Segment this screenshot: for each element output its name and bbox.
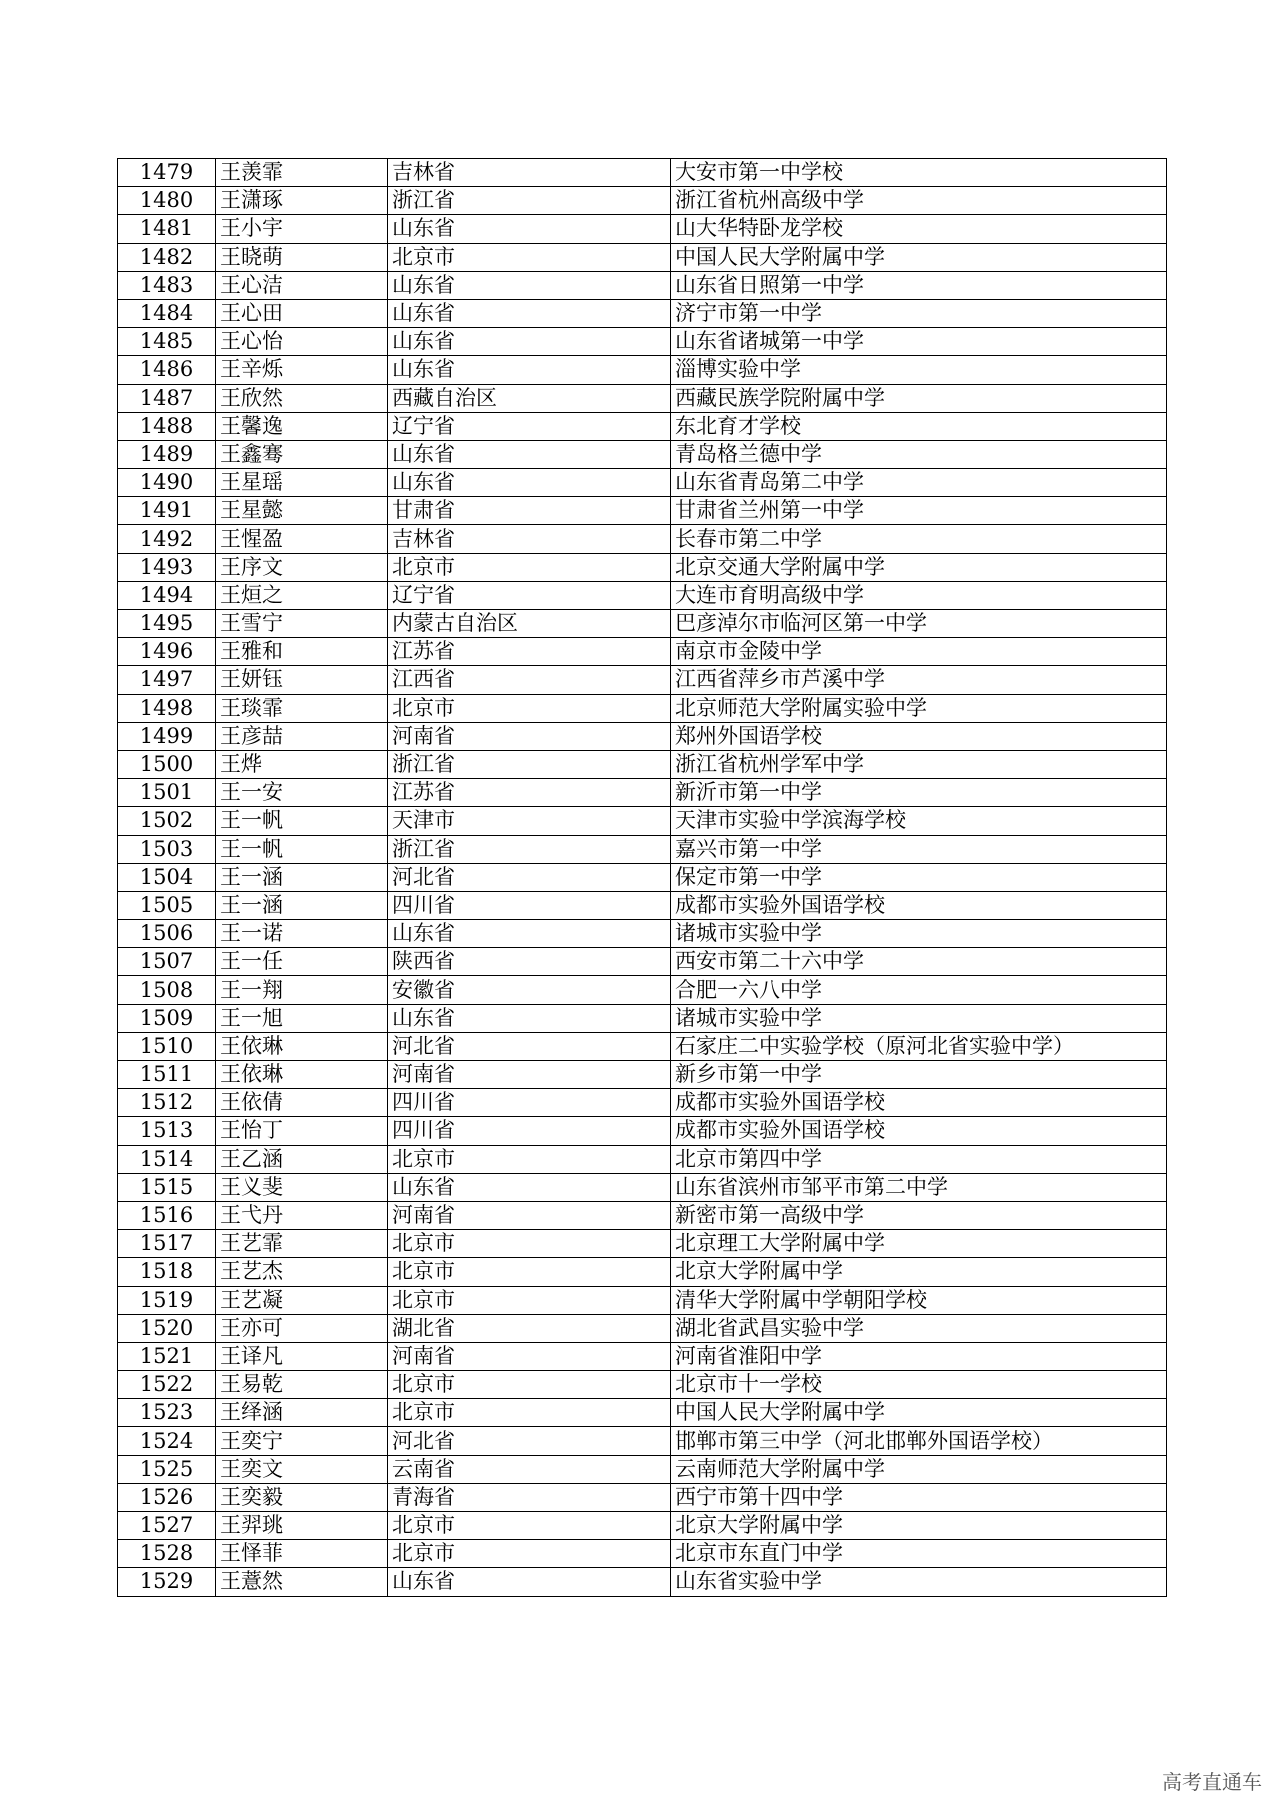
table-row bbox=[118, 412, 1167, 440]
province-cell: 山东省 bbox=[388, 1568, 671, 1596]
row-number-cell: 1526 bbox=[118, 1483, 216, 1511]
table-row bbox=[118, 891, 1167, 919]
table-row bbox=[118, 497, 1167, 525]
student-name-cell: 王一涵 bbox=[216, 891, 388, 919]
row-number-cell: 1495 bbox=[118, 610, 216, 638]
province-cell: 北京市 bbox=[388, 1145, 671, 1173]
province-cell: 北京市 bbox=[388, 1540, 671, 1568]
row-number-cell: 1520 bbox=[118, 1314, 216, 1342]
table-row bbox=[118, 440, 1167, 468]
school-cell: 山东省青岛第二中学 bbox=[671, 469, 1167, 497]
table-row bbox=[118, 722, 1167, 750]
student-name-cell: 王译凡 bbox=[216, 1342, 388, 1370]
student-name-cell: 王辛烁 bbox=[216, 356, 388, 384]
province-cell: 北京市 bbox=[388, 553, 671, 581]
table-row bbox=[118, 863, 1167, 891]
table-row bbox=[118, 553, 1167, 581]
table-row bbox=[118, 1032, 1167, 1060]
row-number-cell: 1500 bbox=[118, 750, 216, 778]
row-number-cell: 1522 bbox=[118, 1371, 216, 1399]
student-name-cell: 王乙涵 bbox=[216, 1145, 388, 1173]
province-cell: 四川省 bbox=[388, 891, 671, 919]
province-cell: 河北省 bbox=[388, 863, 671, 891]
row-number-cell: 1516 bbox=[118, 1201, 216, 1229]
province-cell: 江西省 bbox=[388, 666, 671, 694]
row-number-cell: 1509 bbox=[118, 1004, 216, 1032]
province-cell: 浙江省 bbox=[388, 750, 671, 778]
row-number-cell: 1505 bbox=[118, 891, 216, 919]
province-cell: 北京市 bbox=[388, 1230, 671, 1258]
province-cell: 山东省 bbox=[388, 299, 671, 327]
school-cell: 北京大学附属中学 bbox=[671, 1512, 1167, 1540]
student-name-cell: 王依倩 bbox=[216, 1089, 388, 1117]
student-name-cell: 王薏然 bbox=[216, 1568, 388, 1596]
table-row bbox=[118, 779, 1167, 807]
student-name-cell: 王易乾 bbox=[216, 1371, 388, 1399]
school-cell: 山大华特卧龙学校 bbox=[671, 215, 1167, 243]
province-cell: 山东省 bbox=[388, 1173, 671, 1201]
student-name-cell: 王心洁 bbox=[216, 271, 388, 299]
student-name-cell: 王琰霏 bbox=[216, 694, 388, 722]
row-number-cell: 1519 bbox=[118, 1286, 216, 1314]
row-number-cell: 1506 bbox=[118, 920, 216, 948]
student-name-cell: 王小宇 bbox=[216, 215, 388, 243]
province-cell: 河北省 bbox=[388, 1427, 671, 1455]
table-row bbox=[118, 1314, 1167, 1342]
province-cell: 河南省 bbox=[388, 1061, 671, 1089]
student-name-cell: 王羿珧 bbox=[216, 1512, 388, 1540]
student-name-cell: 王欣然 bbox=[216, 384, 388, 412]
table-row bbox=[118, 610, 1167, 638]
student-name-cell: 王一诺 bbox=[216, 920, 388, 948]
province-cell: 山东省 bbox=[388, 920, 671, 948]
student-name-cell: 王鑫骞 bbox=[216, 440, 388, 468]
school-cell: 石家庄二中实验学校（原河北省实验中学） bbox=[671, 1032, 1167, 1060]
school-cell: 新密市第一高级中学 bbox=[671, 1201, 1167, 1229]
roster-table-body bbox=[118, 159, 1167, 1597]
school-cell: 保定市第一中学 bbox=[671, 863, 1167, 891]
row-number-cell: 1507 bbox=[118, 948, 216, 976]
school-cell: 合肥一六八中学 bbox=[671, 976, 1167, 1004]
province-cell: 湖北省 bbox=[388, 1314, 671, 1342]
table-row bbox=[118, 1145, 1167, 1173]
table-row bbox=[118, 1061, 1167, 1089]
province-cell: 河南省 bbox=[388, 722, 671, 750]
province-cell: 吉林省 bbox=[388, 525, 671, 553]
table-row bbox=[118, 328, 1167, 356]
table-row bbox=[118, 1342, 1167, 1370]
row-number-cell: 1493 bbox=[118, 553, 216, 581]
student-name-cell: 王一帆 bbox=[216, 835, 388, 863]
province-cell: 江苏省 bbox=[388, 638, 671, 666]
province-cell: 北京市 bbox=[388, 1286, 671, 1314]
row-number-cell: 1512 bbox=[118, 1089, 216, 1117]
table-row bbox=[118, 976, 1167, 1004]
student-name-cell: 王晓萌 bbox=[216, 243, 388, 271]
row-number-cell: 1513 bbox=[118, 1117, 216, 1145]
row-number-cell: 1497 bbox=[118, 666, 216, 694]
table-row bbox=[118, 666, 1167, 694]
province-cell: 山东省 bbox=[388, 215, 671, 243]
province-cell: 辽宁省 bbox=[388, 581, 671, 609]
table-row bbox=[118, 1455, 1167, 1483]
school-cell: 北京理工大学附属中学 bbox=[671, 1230, 1167, 1258]
student-name-cell: 王奕毅 bbox=[216, 1483, 388, 1511]
province-cell: 河南省 bbox=[388, 1342, 671, 1370]
table-row bbox=[118, 271, 1167, 299]
student-name-cell: 王星瑶 bbox=[216, 469, 388, 497]
table-row bbox=[118, 1286, 1167, 1314]
student-name-cell: 王一帆 bbox=[216, 807, 388, 835]
table-row bbox=[118, 384, 1167, 412]
school-cell: 西安市第二十六中学 bbox=[671, 948, 1167, 976]
student-name-cell: 王艺凝 bbox=[216, 1286, 388, 1314]
student-name-cell: 王心田 bbox=[216, 299, 388, 327]
table-row bbox=[118, 243, 1167, 271]
province-cell: 云南省 bbox=[388, 1455, 671, 1483]
row-number-cell: 1518 bbox=[118, 1258, 216, 1286]
table-row bbox=[118, 187, 1167, 215]
row-number-cell: 1501 bbox=[118, 779, 216, 807]
row-number-cell: 1485 bbox=[118, 328, 216, 356]
student-name-cell: 王烜之 bbox=[216, 581, 388, 609]
province-cell: 天津市 bbox=[388, 807, 671, 835]
province-cell: 山东省 bbox=[388, 469, 671, 497]
student-name-cell: 王亦可 bbox=[216, 1314, 388, 1342]
student-name-cell: 王一旭 bbox=[216, 1004, 388, 1032]
table-row bbox=[118, 1427, 1167, 1455]
province-cell: 陕西省 bbox=[388, 948, 671, 976]
row-number-cell: 1490 bbox=[118, 469, 216, 497]
row-number-cell: 1510 bbox=[118, 1032, 216, 1060]
row-number-cell: 1483 bbox=[118, 271, 216, 299]
school-cell: 北京市东直门中学 bbox=[671, 1540, 1167, 1568]
table-row bbox=[118, 159, 1167, 187]
student-name-cell: 王烨 bbox=[216, 750, 388, 778]
student-name-cell: 王一安 bbox=[216, 779, 388, 807]
row-number-cell: 1528 bbox=[118, 1540, 216, 1568]
school-cell: 济宁市第一中学 bbox=[671, 299, 1167, 327]
student-name-cell: 王绎涵 bbox=[216, 1399, 388, 1427]
row-number-cell: 1496 bbox=[118, 638, 216, 666]
province-cell: 浙江省 bbox=[388, 187, 671, 215]
table-row bbox=[118, 1173, 1167, 1201]
school-cell: 北京市第四中学 bbox=[671, 1145, 1167, 1173]
school-cell: 浙江省杭州学军中学 bbox=[671, 750, 1167, 778]
province-cell: 四川省 bbox=[388, 1089, 671, 1117]
student-name-cell: 王馨逸 bbox=[216, 412, 388, 440]
school-cell: 新乡市第一中学 bbox=[671, 1061, 1167, 1089]
row-number-cell: 1481 bbox=[118, 215, 216, 243]
school-cell: 天津市实验中学滨海学校 bbox=[671, 807, 1167, 835]
school-cell: 云南师范大学附属中学 bbox=[671, 1455, 1167, 1483]
watermark-text: 高考直通车 bbox=[1162, 1770, 1262, 1794]
province-cell: 北京市 bbox=[388, 694, 671, 722]
student-name-cell: 王依琳 bbox=[216, 1061, 388, 1089]
student-name-cell: 王一涵 bbox=[216, 863, 388, 891]
province-cell: 北京市 bbox=[388, 1512, 671, 1540]
row-number-cell: 1523 bbox=[118, 1399, 216, 1427]
student-name-cell: 王彦喆 bbox=[216, 722, 388, 750]
table-row bbox=[118, 920, 1167, 948]
school-cell: 甘肃省兰州第一中学 bbox=[671, 497, 1167, 525]
student-name-cell: 王一翔 bbox=[216, 976, 388, 1004]
row-number-cell: 1527 bbox=[118, 1512, 216, 1540]
table-row bbox=[118, 638, 1167, 666]
province-cell: 甘肃省 bbox=[388, 497, 671, 525]
table-row bbox=[118, 1230, 1167, 1258]
student-name-cell: 王怿菲 bbox=[216, 1540, 388, 1568]
school-cell: 北京师范大学附属实验中学 bbox=[671, 694, 1167, 722]
row-number-cell: 1487 bbox=[118, 384, 216, 412]
school-cell: 大连市育明高级中学 bbox=[671, 581, 1167, 609]
row-number-cell: 1515 bbox=[118, 1173, 216, 1201]
province-cell: 北京市 bbox=[388, 1399, 671, 1427]
roster-table bbox=[117, 158, 1167, 1597]
table-row bbox=[118, 215, 1167, 243]
province-cell: 山东省 bbox=[388, 1004, 671, 1032]
province-cell: 四川省 bbox=[388, 1117, 671, 1145]
province-cell: 安徽省 bbox=[388, 976, 671, 1004]
table-row bbox=[118, 1483, 1167, 1511]
table-row bbox=[118, 1089, 1167, 1117]
student-name-cell: 王惺盈 bbox=[216, 525, 388, 553]
province-cell: 山东省 bbox=[388, 356, 671, 384]
row-number-cell: 1504 bbox=[118, 863, 216, 891]
student-name-cell: 王义斐 bbox=[216, 1173, 388, 1201]
province-cell: 浙江省 bbox=[388, 835, 671, 863]
student-name-cell: 王奕文 bbox=[216, 1455, 388, 1483]
table-row bbox=[118, 1004, 1167, 1032]
table-row bbox=[118, 525, 1167, 553]
row-number-cell: 1492 bbox=[118, 525, 216, 553]
row-number-cell: 1484 bbox=[118, 299, 216, 327]
province-cell: 河南省 bbox=[388, 1201, 671, 1229]
row-number-cell: 1489 bbox=[118, 440, 216, 468]
province-cell: 北京市 bbox=[388, 243, 671, 271]
student-name-cell: 王一任 bbox=[216, 948, 388, 976]
school-cell: 山东省实验中学 bbox=[671, 1568, 1167, 1596]
province-cell: 吉林省 bbox=[388, 159, 671, 187]
province-cell: 山东省 bbox=[388, 440, 671, 468]
table-row bbox=[118, 835, 1167, 863]
province-cell: 山东省 bbox=[388, 328, 671, 356]
school-cell: 成都市实验外国语学校 bbox=[671, 891, 1167, 919]
row-number-cell: 1479 bbox=[118, 159, 216, 187]
school-cell: 嘉兴市第一中学 bbox=[671, 835, 1167, 863]
province-cell: 内蒙古自治区 bbox=[388, 610, 671, 638]
table-row bbox=[118, 1371, 1167, 1399]
student-name-cell: 王奕宁 bbox=[216, 1427, 388, 1455]
student-name-cell: 王序文 bbox=[216, 553, 388, 581]
row-number-cell: 1511 bbox=[118, 1061, 216, 1089]
student-name-cell: 王艺霏 bbox=[216, 1230, 388, 1258]
student-name-cell: 王心怡 bbox=[216, 328, 388, 356]
row-number-cell: 1498 bbox=[118, 694, 216, 722]
school-cell: 淄博实验中学 bbox=[671, 356, 1167, 384]
student-name-cell: 王潇琢 bbox=[216, 187, 388, 215]
table-row bbox=[118, 356, 1167, 384]
student-name-cell: 王怡丁 bbox=[216, 1117, 388, 1145]
row-number-cell: 1525 bbox=[118, 1455, 216, 1483]
row-number-cell: 1488 bbox=[118, 412, 216, 440]
row-number-cell: 1499 bbox=[118, 722, 216, 750]
student-name-cell: 王艺杰 bbox=[216, 1258, 388, 1286]
school-cell: 东北育才学校 bbox=[671, 412, 1167, 440]
school-cell: 长春市第二中学 bbox=[671, 525, 1167, 553]
province-cell: 北京市 bbox=[388, 1371, 671, 1399]
school-cell: 新沂市第一中学 bbox=[671, 779, 1167, 807]
school-cell: 西藏民族学院附属中学 bbox=[671, 384, 1167, 412]
row-number-cell: 1480 bbox=[118, 187, 216, 215]
school-cell: 江西省萍乡市芦溪中学 bbox=[671, 666, 1167, 694]
province-cell: 江苏省 bbox=[388, 779, 671, 807]
school-cell: 青岛格兰德中学 bbox=[671, 440, 1167, 468]
table-row bbox=[118, 1117, 1167, 1145]
student-name-cell: 王依琳 bbox=[216, 1032, 388, 1060]
school-cell: 山东省滨州市邹平市第二中学 bbox=[671, 1173, 1167, 1201]
province-cell: 辽宁省 bbox=[388, 412, 671, 440]
school-cell: 北京市十一学校 bbox=[671, 1371, 1167, 1399]
table-row bbox=[118, 299, 1167, 327]
table-row bbox=[118, 1399, 1167, 1427]
student-name-cell: 王星懿 bbox=[216, 497, 388, 525]
student-name-cell: 王弋丹 bbox=[216, 1201, 388, 1229]
school-cell: 邯郸市第三中学（河北邯郸外国语学校） bbox=[671, 1427, 1167, 1455]
school-cell: 巴彦淖尔市临河区第一中学 bbox=[671, 610, 1167, 638]
school-cell: 南京市金陵中学 bbox=[671, 638, 1167, 666]
school-cell: 山东省诸城第一中学 bbox=[671, 328, 1167, 356]
table-row bbox=[118, 694, 1167, 722]
student-name-cell: 王妍钰 bbox=[216, 666, 388, 694]
row-number-cell: 1529 bbox=[118, 1568, 216, 1596]
table-row bbox=[118, 948, 1167, 976]
row-number-cell: 1486 bbox=[118, 356, 216, 384]
school-cell: 清华大学附属中学朝阳学校 bbox=[671, 1286, 1167, 1314]
school-cell: 成都市实验外国语学校 bbox=[671, 1089, 1167, 1117]
school-cell: 西宁市第十四中学 bbox=[671, 1483, 1167, 1511]
school-cell: 浙江省杭州高级中学 bbox=[671, 187, 1167, 215]
student-name-cell: 王羡霏 bbox=[216, 159, 388, 187]
row-number-cell: 1514 bbox=[118, 1145, 216, 1173]
school-cell: 北京交通大学附属中学 bbox=[671, 553, 1167, 581]
table-row bbox=[118, 1512, 1167, 1540]
school-cell: 成都市实验外国语学校 bbox=[671, 1117, 1167, 1145]
school-cell: 中国人民大学附属中学 bbox=[671, 1399, 1167, 1427]
province-cell: 河北省 bbox=[388, 1032, 671, 1060]
province-cell: 山东省 bbox=[388, 271, 671, 299]
row-number-cell: 1521 bbox=[118, 1342, 216, 1370]
province-cell: 北京市 bbox=[388, 1258, 671, 1286]
school-cell: 山东省日照第一中学 bbox=[671, 271, 1167, 299]
school-cell: 中国人民大学附属中学 bbox=[671, 243, 1167, 271]
school-cell: 郑州外国语学校 bbox=[671, 722, 1167, 750]
province-cell: 青海省 bbox=[388, 1483, 671, 1511]
student-name-cell: 王雅和 bbox=[216, 638, 388, 666]
table-row bbox=[118, 581, 1167, 609]
row-number-cell: 1494 bbox=[118, 581, 216, 609]
school-cell: 北京大学附属中学 bbox=[671, 1258, 1167, 1286]
table-row bbox=[118, 750, 1167, 778]
student-name-cell: 王雪宁 bbox=[216, 610, 388, 638]
province-cell: 西藏自治区 bbox=[388, 384, 671, 412]
row-number-cell: 1517 bbox=[118, 1230, 216, 1258]
table-row bbox=[118, 1201, 1167, 1229]
row-number-cell: 1503 bbox=[118, 835, 216, 863]
school-cell: 诸城市实验中学 bbox=[671, 1004, 1167, 1032]
row-number-cell: 1491 bbox=[118, 497, 216, 525]
table-row bbox=[118, 1568, 1167, 1596]
table-row bbox=[118, 1258, 1167, 1286]
school-cell: 湖北省武昌实验中学 bbox=[671, 1314, 1167, 1342]
school-cell: 河南省淮阳中学 bbox=[671, 1342, 1167, 1370]
table-row bbox=[118, 807, 1167, 835]
table-row bbox=[118, 469, 1167, 497]
row-number-cell: 1502 bbox=[118, 807, 216, 835]
table-row bbox=[118, 1540, 1167, 1568]
school-cell: 大安市第一中学校 bbox=[671, 159, 1167, 187]
row-number-cell: 1482 bbox=[118, 243, 216, 271]
row-number-cell: 1524 bbox=[118, 1427, 216, 1455]
row-number-cell: 1508 bbox=[118, 976, 216, 1004]
school-cell: 诸城市实验中学 bbox=[671, 920, 1167, 948]
